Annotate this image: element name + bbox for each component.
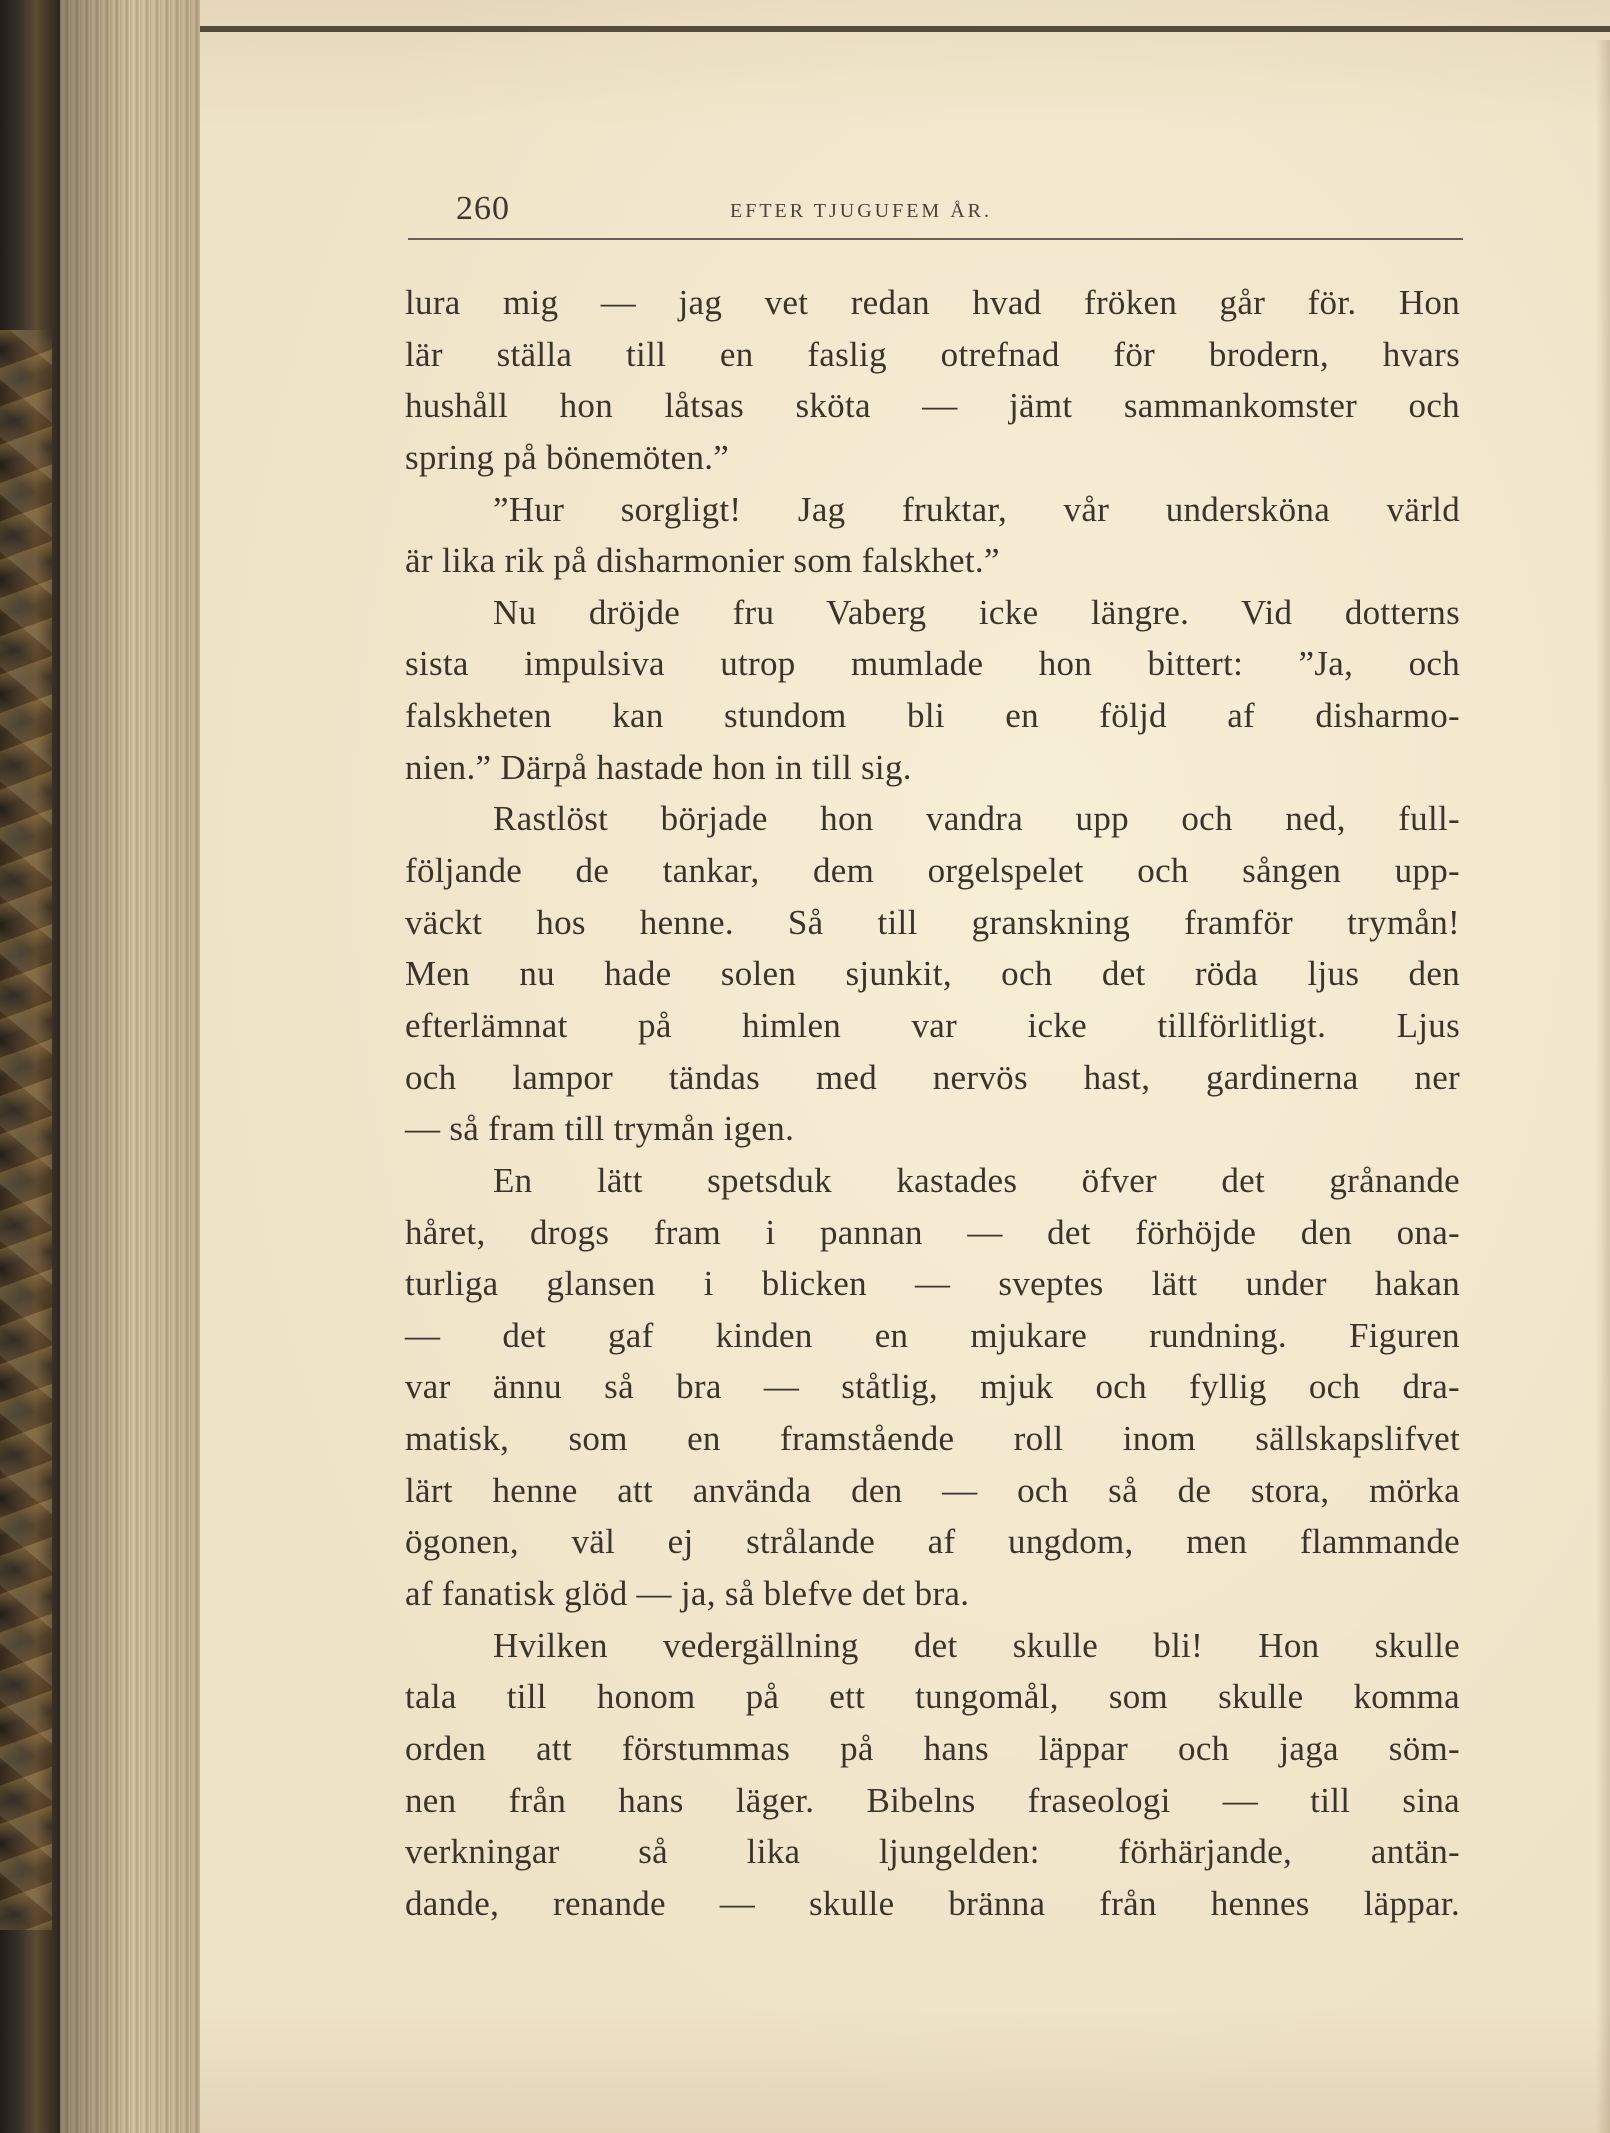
text-line: Rastlöst började hon vandra upp och ned, full- <box>493 799 1460 839</box>
text-line: spring på bönemöten.” <box>405 437 730 477</box>
text-line: hushåll hon låtsas sköta — jämt sammankomster och <box>405 386 1460 426</box>
text-line: nien.” Därpå hastade hon in till sig. <box>405 747 912 787</box>
text-line: håret, drogs fram i pannan — det förhöjde den ona- <box>405 1212 1460 1252</box>
body-text <box>405 277 1460 1930</box>
text-line: tala till honom på ett tungomål, som skulle komma <box>405 1677 1460 1717</box>
text-line: och lampor tändas med nervös hast, gardinerna ner <box>405 1057 1460 1097</box>
text-line: ögonen, väl ej strålande af ungdom, men flammande <box>405 1522 1460 1562</box>
text-line: turliga glansen i blicken — sveptes lätt under hakan <box>405 1264 1460 1304</box>
text-line: — det gaf kinden en mjukare rundning. Figuren <box>405 1315 1460 1355</box>
text-line: Nu dröjde fru Vaberg icke längre. Vid dotterns <box>493 592 1460 632</box>
text-line: falskheten kan stundom bli en följd af disharmo- <box>405 696 1460 736</box>
text-line: lär ställa till en faslig otrefnad för brodern, hvars <box>405 334 1460 374</box>
text-line: efterlämnat på himlen var icke tillförlitligt. Ljus <box>405 1005 1460 1045</box>
text-line: lärt henne att använda den — och så de stora, mörka <box>405 1470 1460 1510</box>
text-line: var ännu så bra — ståtlig, mjuk och fyllig och dra- <box>405 1367 1460 1407</box>
header-rule <box>408 238 1463 240</box>
right-page-edge <box>1596 40 1610 2133</box>
text-line: — så fram till trymån igen. <box>405 1109 795 1149</box>
text-line: dande, renande — skulle bränna från hennes läppar. <box>405 1883 1460 1923</box>
text-line: af fanatisk glöd — ja, så blefve det bra. <box>405 1574 970 1614</box>
text-line: lura mig — jag vet redan hvad fröken går för. Hon <box>405 283 1460 322</box>
text-line: ”Hur sorgligt! Jag fruktar, vår undersköna värld <box>493 489 1460 529</box>
text-line: väckt hos henne. Så till granskning framför trymån! <box>405 902 1460 942</box>
top-edge <box>200 26 1610 32</box>
text-line: En lätt spetsduk kastades öfver det grånande <box>493 1160 1460 1200</box>
marbled-cover <box>0 330 52 1930</box>
running-title: EFTER TJUGUFEM ÅR. <box>730 200 992 222</box>
running-head <box>408 172 1463 242</box>
text-line: är lika rik på disharmonier som falskhet.” <box>405 541 1000 581</box>
text-line: Hvilken vedergällning det skulle bli! Hon skulle <box>493 1625 1460 1665</box>
text-line: matisk, som en framstående roll inom sällskapslifvet <box>405 1419 1460 1459</box>
text-line: orden att förstummas på hans läppar och jaga söm- <box>405 1728 1460 1768</box>
text-line: sista impulsiva utrop mumlade hon bittert: ”Ja, och <box>405 644 1460 684</box>
page-number: 260 <box>456 190 510 227</box>
text-line: nen från hans läger. Bibelns fraseologi — till sina <box>405 1780 1460 1820</box>
text-line: verkningar så lika ljungelden: förhärjande, antän- <box>405 1832 1460 1872</box>
text-line: följande de tankar, dem orgelspelet och sången upp- <box>405 851 1460 891</box>
text-line: Men nu hade solen sjunkit, och det röda ljus den <box>405 954 1460 994</box>
page-edge-shadow <box>60 0 210 2133</box>
